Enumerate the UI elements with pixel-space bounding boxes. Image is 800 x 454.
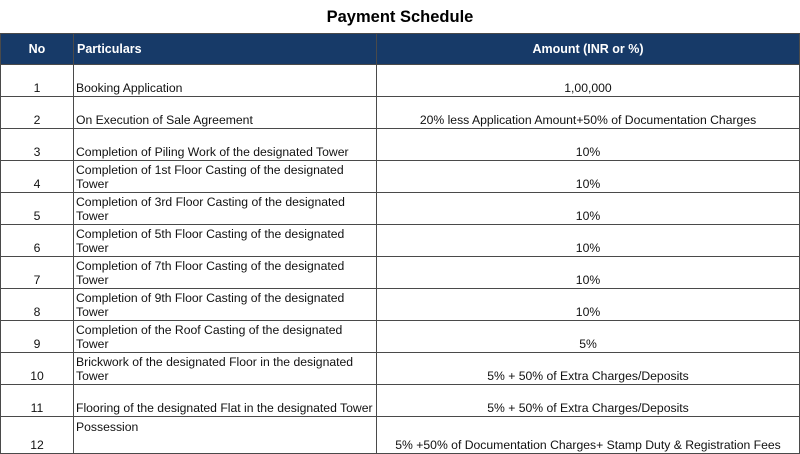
table-row xyxy=(1,289,800,321)
table-row xyxy=(1,161,800,193)
row-particulars: Completion of Piling Work of the designated Tower xyxy=(74,129,377,161)
row-particulars: Completion of 7th Floor Casting of the designated Tower xyxy=(74,257,377,289)
row-particulars: Booking Application xyxy=(74,65,377,97)
table-row xyxy=(1,225,800,257)
table-row xyxy=(1,129,800,161)
row-particulars: Completion of 3rd Floor Casting of the designated Tower xyxy=(74,193,377,225)
row-no: 11 xyxy=(1,385,74,417)
row-amount: 10% xyxy=(377,289,800,321)
row-amount: 20% less Application Amount+50% of Documentation Charges xyxy=(377,97,800,129)
table-row xyxy=(1,321,800,353)
row-no: 4 xyxy=(1,161,74,193)
column-header-no: No xyxy=(1,34,74,65)
row-no: 10 xyxy=(1,353,74,385)
row-no: 7 xyxy=(1,257,74,289)
table-header-row xyxy=(1,34,800,65)
row-no: 9 xyxy=(1,321,74,353)
row-no: 2 xyxy=(1,97,74,129)
column-header-particulars: Particulars xyxy=(74,34,377,65)
row-particulars: Possession xyxy=(74,417,377,454)
row-amount: 10% xyxy=(377,129,800,161)
row-no: 6 xyxy=(1,225,74,257)
row-no: 5 xyxy=(1,193,74,225)
row-amount: 5% xyxy=(377,321,800,353)
payment-schedule-table xyxy=(0,33,800,454)
row-no: 3 xyxy=(1,129,74,161)
row-particulars: Flooring of the designated Flat in the designated Tower xyxy=(74,385,377,417)
table-row xyxy=(1,65,800,97)
row-amount: 10% xyxy=(377,161,800,193)
row-particulars: Brickwork of the designated Floor in the designated Tower xyxy=(74,353,377,385)
row-no: 12 xyxy=(1,417,74,454)
table-row xyxy=(1,353,800,385)
row-amount: 5% + 50% of Extra Charges/Deposits xyxy=(377,385,800,417)
row-particulars: Completion of the Roof Casting of the designated Tower xyxy=(74,321,377,353)
table-row xyxy=(1,385,800,417)
row-no: 1 xyxy=(1,65,74,97)
column-header-amount: Amount (INR or %) xyxy=(377,34,800,65)
row-particulars: Completion of 5th Floor Casting of the designated Tower xyxy=(74,225,377,257)
table-row xyxy=(1,257,800,289)
row-particulars: Completion of 9th Floor Casting of the designated Tower xyxy=(74,289,377,321)
row-amount: 10% xyxy=(377,225,800,257)
row-amount: 1,00,000 xyxy=(377,65,800,97)
table-row xyxy=(1,193,800,225)
row-particulars: On Execution of Sale Agreement xyxy=(74,97,377,129)
row-particulars: Completion of 1st Floor Casting of the designated Tower xyxy=(74,161,377,193)
table-row xyxy=(1,417,800,454)
row-amount: 10% xyxy=(377,193,800,225)
row-no: 8 xyxy=(1,289,74,321)
page-title: Payment Schedule xyxy=(326,7,474,26)
table-row xyxy=(1,97,800,129)
row-amount: 10% xyxy=(377,257,800,289)
row-amount: 5% +50% of Documentation Charges+ Stamp Duty & Registration Fees xyxy=(377,417,800,454)
row-amount: 5% + 50% of Extra Charges/Deposits xyxy=(377,353,800,385)
